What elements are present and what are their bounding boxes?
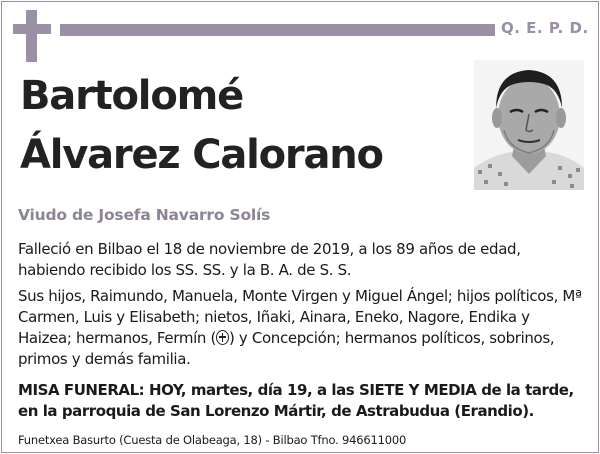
- family-text-part2: ) y Concepción; hermanos políticos, sobrinos, primos y demás familia.: [18, 329, 555, 368]
- widowed-of: Viudo de Josefa Navarro Solís: [18, 206, 271, 224]
- obituary-notice: [1, 1, 599, 453]
- cross-icon-bar: [13, 24, 51, 34]
- deceased-first-name: Bartolomé: [20, 73, 244, 119]
- family-text-part1: Sus hijos, Raimundo, Manuela, Monte Virgen y Miguel Ángel; hijos políticos, Mª Carmen, Luis y Elisabeth; nietos, Iñaki, Ainara, Eneko, Nagore, Endika y Haizea; hermanos, Fermín (: [18, 287, 582, 347]
- funeral-text: MISA FUNERAL: HOY, martes, día 19, a las SIETE Y MEDIA de la tarde, en la parroquia de San Lorenzo Mártir, de Astrabudua (Erandio).: [18, 381, 574, 420]
- death-notice-text: Falleció en Bilbao el 18 de noviembre de 2019, a los 89 años de edad, habiendo recibido los SS. SS. y la B. A. de S. S.: [18, 240, 521, 279]
- funeral-home-info: Funetxea Basurto (Cuesta de Olabeaga, 18) - Bilbao Tfno. 946611000: [18, 433, 407, 447]
- family-text: [18, 286, 584, 370]
- qepd-label: Q. E. P. D.: [501, 19, 589, 37]
- deceased-surnames: Álvarez Calorano: [20, 132, 383, 178]
- deceased-photo: [474, 60, 584, 190]
- header-rule: [60, 24, 495, 36]
- deceased-cross-icon: [216, 330, 229, 345]
- cross-icon: [26, 10, 37, 62]
